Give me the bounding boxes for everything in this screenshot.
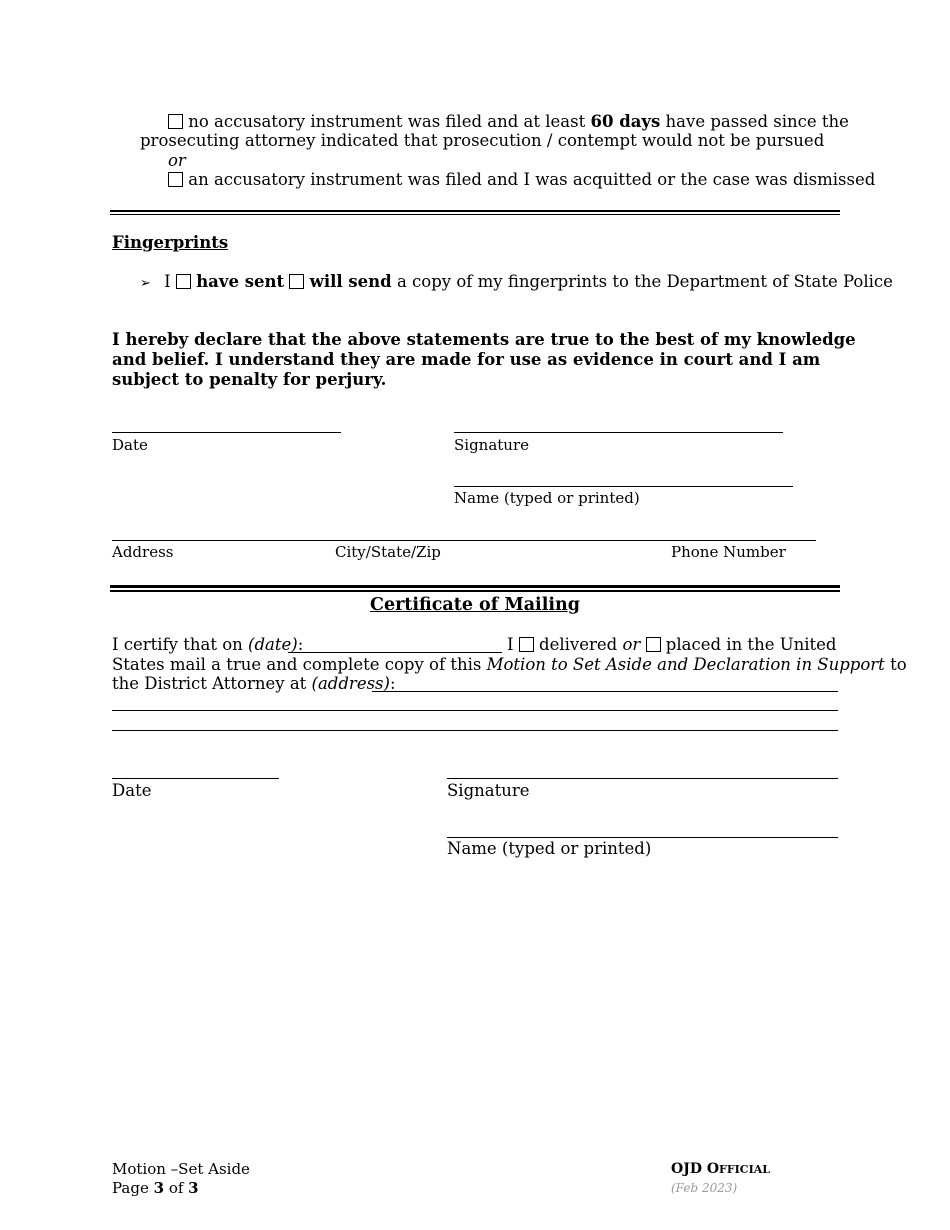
certificate-title xyxy=(0,595,950,615)
have-sent-label: have sent xyxy=(196,272,285,291)
signature-line[interactable] xyxy=(454,432,783,433)
option1-line2: prosecuting attorney indicated that prosecution / contempt would not be pursued xyxy=(140,131,825,150)
motion-title: Motion to Set Aside and Declaration in Support xyxy=(486,655,885,674)
official-first-letter: O xyxy=(706,1161,720,1177)
placed-label: placed in the United xyxy=(665,635,837,654)
phone-label: Phone Number xyxy=(671,543,786,561)
page-number: 3 xyxy=(153,1179,165,1197)
delivered-checkbox[interactable] xyxy=(519,637,534,652)
will-send-label: will send xyxy=(309,272,392,291)
revision-date xyxy=(671,1180,737,1196)
or-text: or xyxy=(168,151,186,170)
cert-address-label: (address) xyxy=(311,674,390,693)
declaration-line1: I hereby declare that the above statements are true to the best of my knowledge xyxy=(112,330,856,349)
signature-label: Signature xyxy=(454,436,530,454)
option1-days: 60 days xyxy=(590,112,661,131)
fingerprints-heading xyxy=(112,233,228,253)
cert-colon-3: : xyxy=(389,674,396,693)
cert-date-line[interactable] xyxy=(288,652,502,653)
name-line[interactable] xyxy=(454,486,793,487)
certificate-line2 xyxy=(112,655,907,675)
revision-text: (Feb 2023) xyxy=(671,1181,738,1195)
have-sent-checkbox[interactable] xyxy=(176,274,191,289)
certificate-line1b xyxy=(507,635,836,655)
option1-text: no accusatory instrument was filed and at least xyxy=(188,112,591,131)
cert-signature-line[interactable] xyxy=(447,778,838,779)
page-total: 3 xyxy=(188,1179,199,1197)
cert-text-3: the District Attorney at xyxy=(112,674,312,693)
footer-form-name: Motion –Set Aside xyxy=(112,1160,250,1178)
name-label: Name (typed or printed) xyxy=(454,489,640,507)
address-label: Address xyxy=(112,543,174,561)
cert-or: or xyxy=(622,635,641,654)
delivered-label: delivered xyxy=(539,635,623,654)
page-prefix: Page xyxy=(112,1179,154,1197)
city-label: City/State/Zip xyxy=(335,543,441,561)
no-accusatory-checkbox[interactable] xyxy=(168,114,183,129)
option1-text-after: have passed since the xyxy=(660,112,849,131)
option-acquitted xyxy=(168,170,875,190)
cert-colon-1: : xyxy=(297,635,304,654)
declaration xyxy=(112,330,856,390)
cert-address-line-2[interactable] xyxy=(112,710,838,711)
cert-date-sign-label: Date xyxy=(112,781,152,800)
date-label: Date xyxy=(112,436,148,454)
mailed-checkbox[interactable] xyxy=(646,637,661,652)
cert-date-sign-line[interactable] xyxy=(112,778,279,779)
certificate-divider xyxy=(110,585,840,592)
cert-name-line[interactable] xyxy=(447,837,838,838)
official-rest: FFICIAL xyxy=(719,1163,770,1176)
fingerprints-heading-text: Fingerprints xyxy=(112,233,229,252)
declaration-line3: subject to penalty for perjury. xyxy=(112,370,387,389)
cert-address-line-3[interactable] xyxy=(112,730,838,731)
cert-date-label: (date) xyxy=(248,635,298,654)
option-no-accusatory xyxy=(168,112,849,132)
fingerprints-rest: a copy of my fingerprints to the Department of State Police xyxy=(396,272,893,291)
acquitted-checkbox[interactable] xyxy=(168,172,183,187)
page-of: of xyxy=(164,1179,189,1197)
fingerprints-i: I xyxy=(164,272,171,291)
date-line[interactable] xyxy=(112,432,341,433)
fingerprints-line xyxy=(140,272,893,294)
address-line[interactable] xyxy=(112,540,816,541)
will-send-checkbox[interactable] xyxy=(289,274,304,289)
footer-page xyxy=(112,1179,199,1197)
section-divider xyxy=(110,210,840,215)
cert-text-1: I certify that on xyxy=(112,635,249,654)
cert-signature-label: Signature xyxy=(447,781,530,800)
declaration-line2: and belief. I understand they are made for use as evidence in court and I am xyxy=(112,350,821,369)
arrow-bullet-icon: ➢ xyxy=(140,276,151,291)
cert-i: I xyxy=(507,635,514,654)
option2-text: an accusatory instrument was filed and I was acquitted or the case was dismissed xyxy=(188,170,876,189)
cert-address-line-1[interactable] xyxy=(372,691,838,692)
cert-text-2: States mail a true and complete copy of this xyxy=(112,655,487,674)
ojd-official xyxy=(671,1160,770,1179)
certificate-line3 xyxy=(112,674,396,694)
cert-name-label: Name (typed or printed) xyxy=(447,839,652,858)
ojd-text: OJD xyxy=(671,1161,702,1177)
cert-text-2b: to xyxy=(884,655,907,674)
certificate-title-text: Certificate of Mailing xyxy=(370,595,580,615)
certificate-line1 xyxy=(112,635,303,655)
or-label xyxy=(168,151,186,171)
